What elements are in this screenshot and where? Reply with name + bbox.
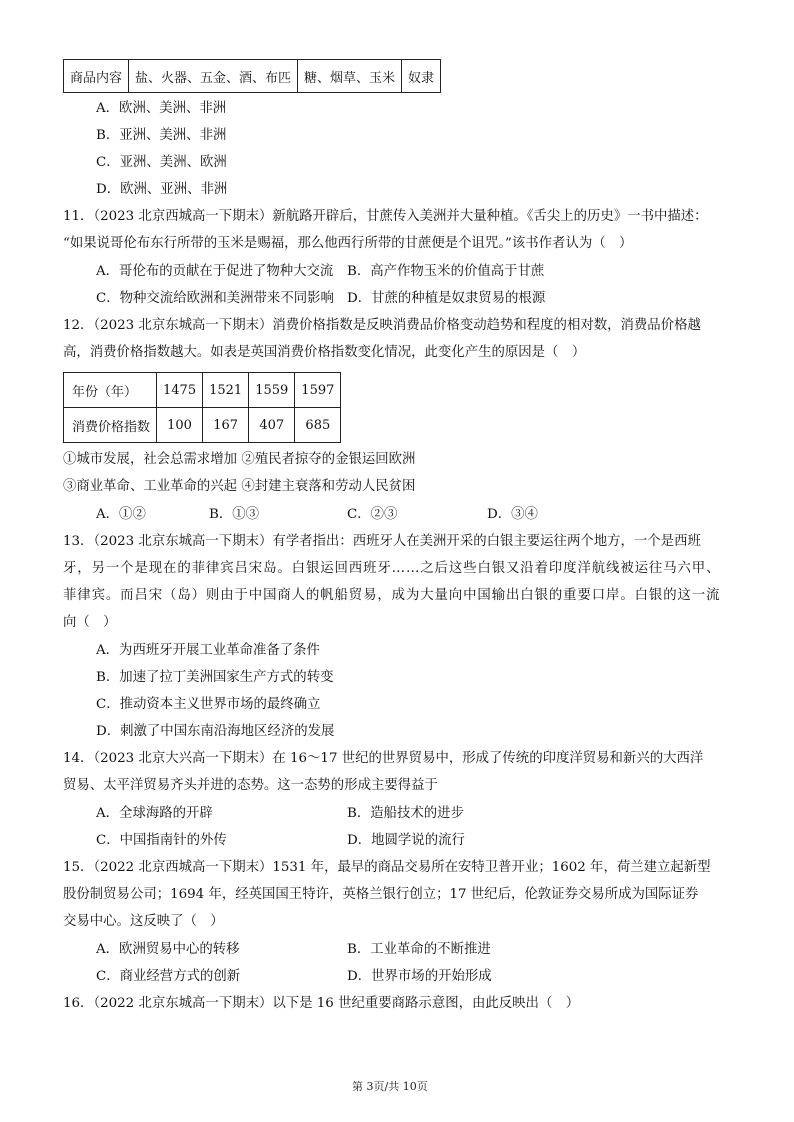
q13-stem-line1: 13．（2023 北京东城高一下期末）有学者指出：西班牙人在美洲开采的白银主要运往两个地方，一个是西班: [63, 534, 701, 549]
q10-option-a: A．欧洲、美洲、非洲: [96, 101, 227, 116]
q14-option-d: D．地圆学说的流行: [347, 833, 465, 848]
q12-option-d: D．③④: [487, 507, 538, 522]
table-cell: 盐、火器、五金、酒、布匹: [129, 60, 298, 93]
q12-option-a: A．①②: [96, 507, 146, 522]
table-cell: 消费价格指数: [64, 408, 157, 443]
q14-option-c: C．中国指南针的外传: [96, 833, 227, 848]
q12-item-line1: ①城市发展，社会总需求增加 ②殖民者掠夺的金银运回欧洲: [63, 452, 416, 467]
q15-stem-line2: 股份制贸易公司；1694 年，经英国国王特许，英格兰银行创立；17 世纪后，伦敦证券交易所成为国际证券: [63, 887, 699, 902]
table-cell: 糖、烟草、玉米: [298, 60, 402, 93]
table-cell: 年份（年）: [64, 373, 157, 408]
q10-option-c: C．亚洲、美洲、欧洲: [96, 155, 227, 170]
table-cell: 1475: [157, 373, 203, 408]
q13-stem-line2: 牙，另一个是现在的菲律宾吕宋岛。白银运回西班牙……之后这些白银又沿着印度洋航线被运往马六甲、: [63, 561, 721, 576]
q11-option-d: D．甘蔗的种植是奴隶贸易的根源: [347, 291, 546, 306]
q12-item-line2: ③商业革命、工业革命的兴起 ④封建主衰落和劳动人民贫困: [63, 479, 416, 494]
q13-option-b: B．加速了拉丁美洲国家生产方式的转变: [96, 670, 334, 685]
table-cell: 1559: [249, 373, 295, 408]
q11-option-a: A．哥伦布的贡献在于促进了物种大交流: [96, 264, 334, 279]
table-cell: 100: [157, 408, 203, 443]
q12-option-c: C．②③: [347, 507, 398, 522]
q15-option-b: B．工业革命的不断推进: [347, 942, 491, 957]
table-cell: 167: [203, 408, 249, 443]
q14-option-a: A．全球海路的开辟: [96, 806, 213, 821]
q11-option-c: C．物种交流给欧洲和美洲带来不同影响: [96, 291, 334, 306]
table-row: [64, 60, 441, 93]
q11-stem-line2: “如果说哥伦布东行所带的玉米是赐福，那么他西行所带的甘蔗便是个诅咒。”该书作者认为（ ）: [63, 236, 633, 251]
table-cell: 407: [249, 408, 295, 443]
q15-option-d: D．世界市场的开始形成: [347, 969, 492, 984]
table-cell: 1521: [203, 373, 249, 408]
table-cell: 685: [295, 408, 341, 443]
q13-option-d: D．刺激了中国东南沿海地区经济的发展: [96, 724, 335, 739]
q13-stem-line3: 菲律宾。而吕宋（岛）则由于中国商人的帆船贸易，成为大量向中国输出白银的重要口岸。白银的这一流: [63, 588, 721, 603]
goods-table: [63, 59, 441, 93]
q13-option-a: A．为西班牙开展工业革命准备了条件: [96, 643, 320, 658]
q10-option-b: B．亚洲、美洲、非洲: [96, 128, 227, 143]
q15-stem-line3: 交易中心。这反映了（ ）: [63, 914, 224, 929]
q15-stem-line1: 15．（2022 北京西城高一下期末）1531 年，最早的商品交易所在安特卫普开业；1602 年，荷兰建立起新型: [63, 860, 711, 875]
cpi-table: [63, 372, 341, 443]
q13-stem-line4: 向（ ）: [63, 615, 117, 630]
q14-option-b: B．造船技术的进步: [347, 806, 464, 821]
q11-stem-line1: 11．（2023 北京西城高一下期末）新航路开辟后，甘蔗传入美洲并大量种植。《舌尖上的历史》一书中描述：: [63, 209, 708, 224]
q12-stem-line2: 高，消费价格指数越大。如表是英国消费价格指数变化情况，此变化产生的原因是（ ）: [63, 345, 586, 360]
q14-stem-line1: 14．（2023 北京大兴高一下期末）在 16～17 世纪的世界贸易中，形成了传统的印度洋贸易和新兴的大西洋: [63, 751, 704, 766]
page-number: 第 3页/共 10页: [352, 1080, 428, 1093]
table-row: [64, 373, 341, 408]
q12-option-b: B．①③: [209, 507, 260, 522]
q11-option-b: B．高产作物玉米的价值高于甘蔗: [347, 264, 545, 279]
q14-stem-line2: 贸易、太平洋贸易齐头并进的态势。这一态势的形成主要得益于: [63, 778, 438, 793]
q10-option-d: D．欧洲、亚洲、非洲: [96, 182, 228, 197]
q16-stem-line1: 16．（2022 北京东城高一下期末）以下是 16 世纪重要商路示意图，由此反映出（ ）: [63, 996, 580, 1011]
table-row: [64, 408, 341, 443]
q15-option-a: A．欧洲贸易中心的转移: [96, 942, 240, 957]
table-cell: 1597: [295, 373, 341, 408]
q12-stem-line1: 12．（2023 北京东城高一下期末）消费价格指数是反映消费品价格变动趋势和程度的相对数，消费品价格越: [63, 318, 701, 333]
q15-option-c: C．商业经营方式的创新: [96, 969, 241, 984]
q13-option-c: C．推动资本主义世界市场的最终确立: [96, 697, 321, 712]
table-cell: 奴隶: [402, 60, 441, 93]
table-cell: 商品内容: [64, 60, 129, 93]
